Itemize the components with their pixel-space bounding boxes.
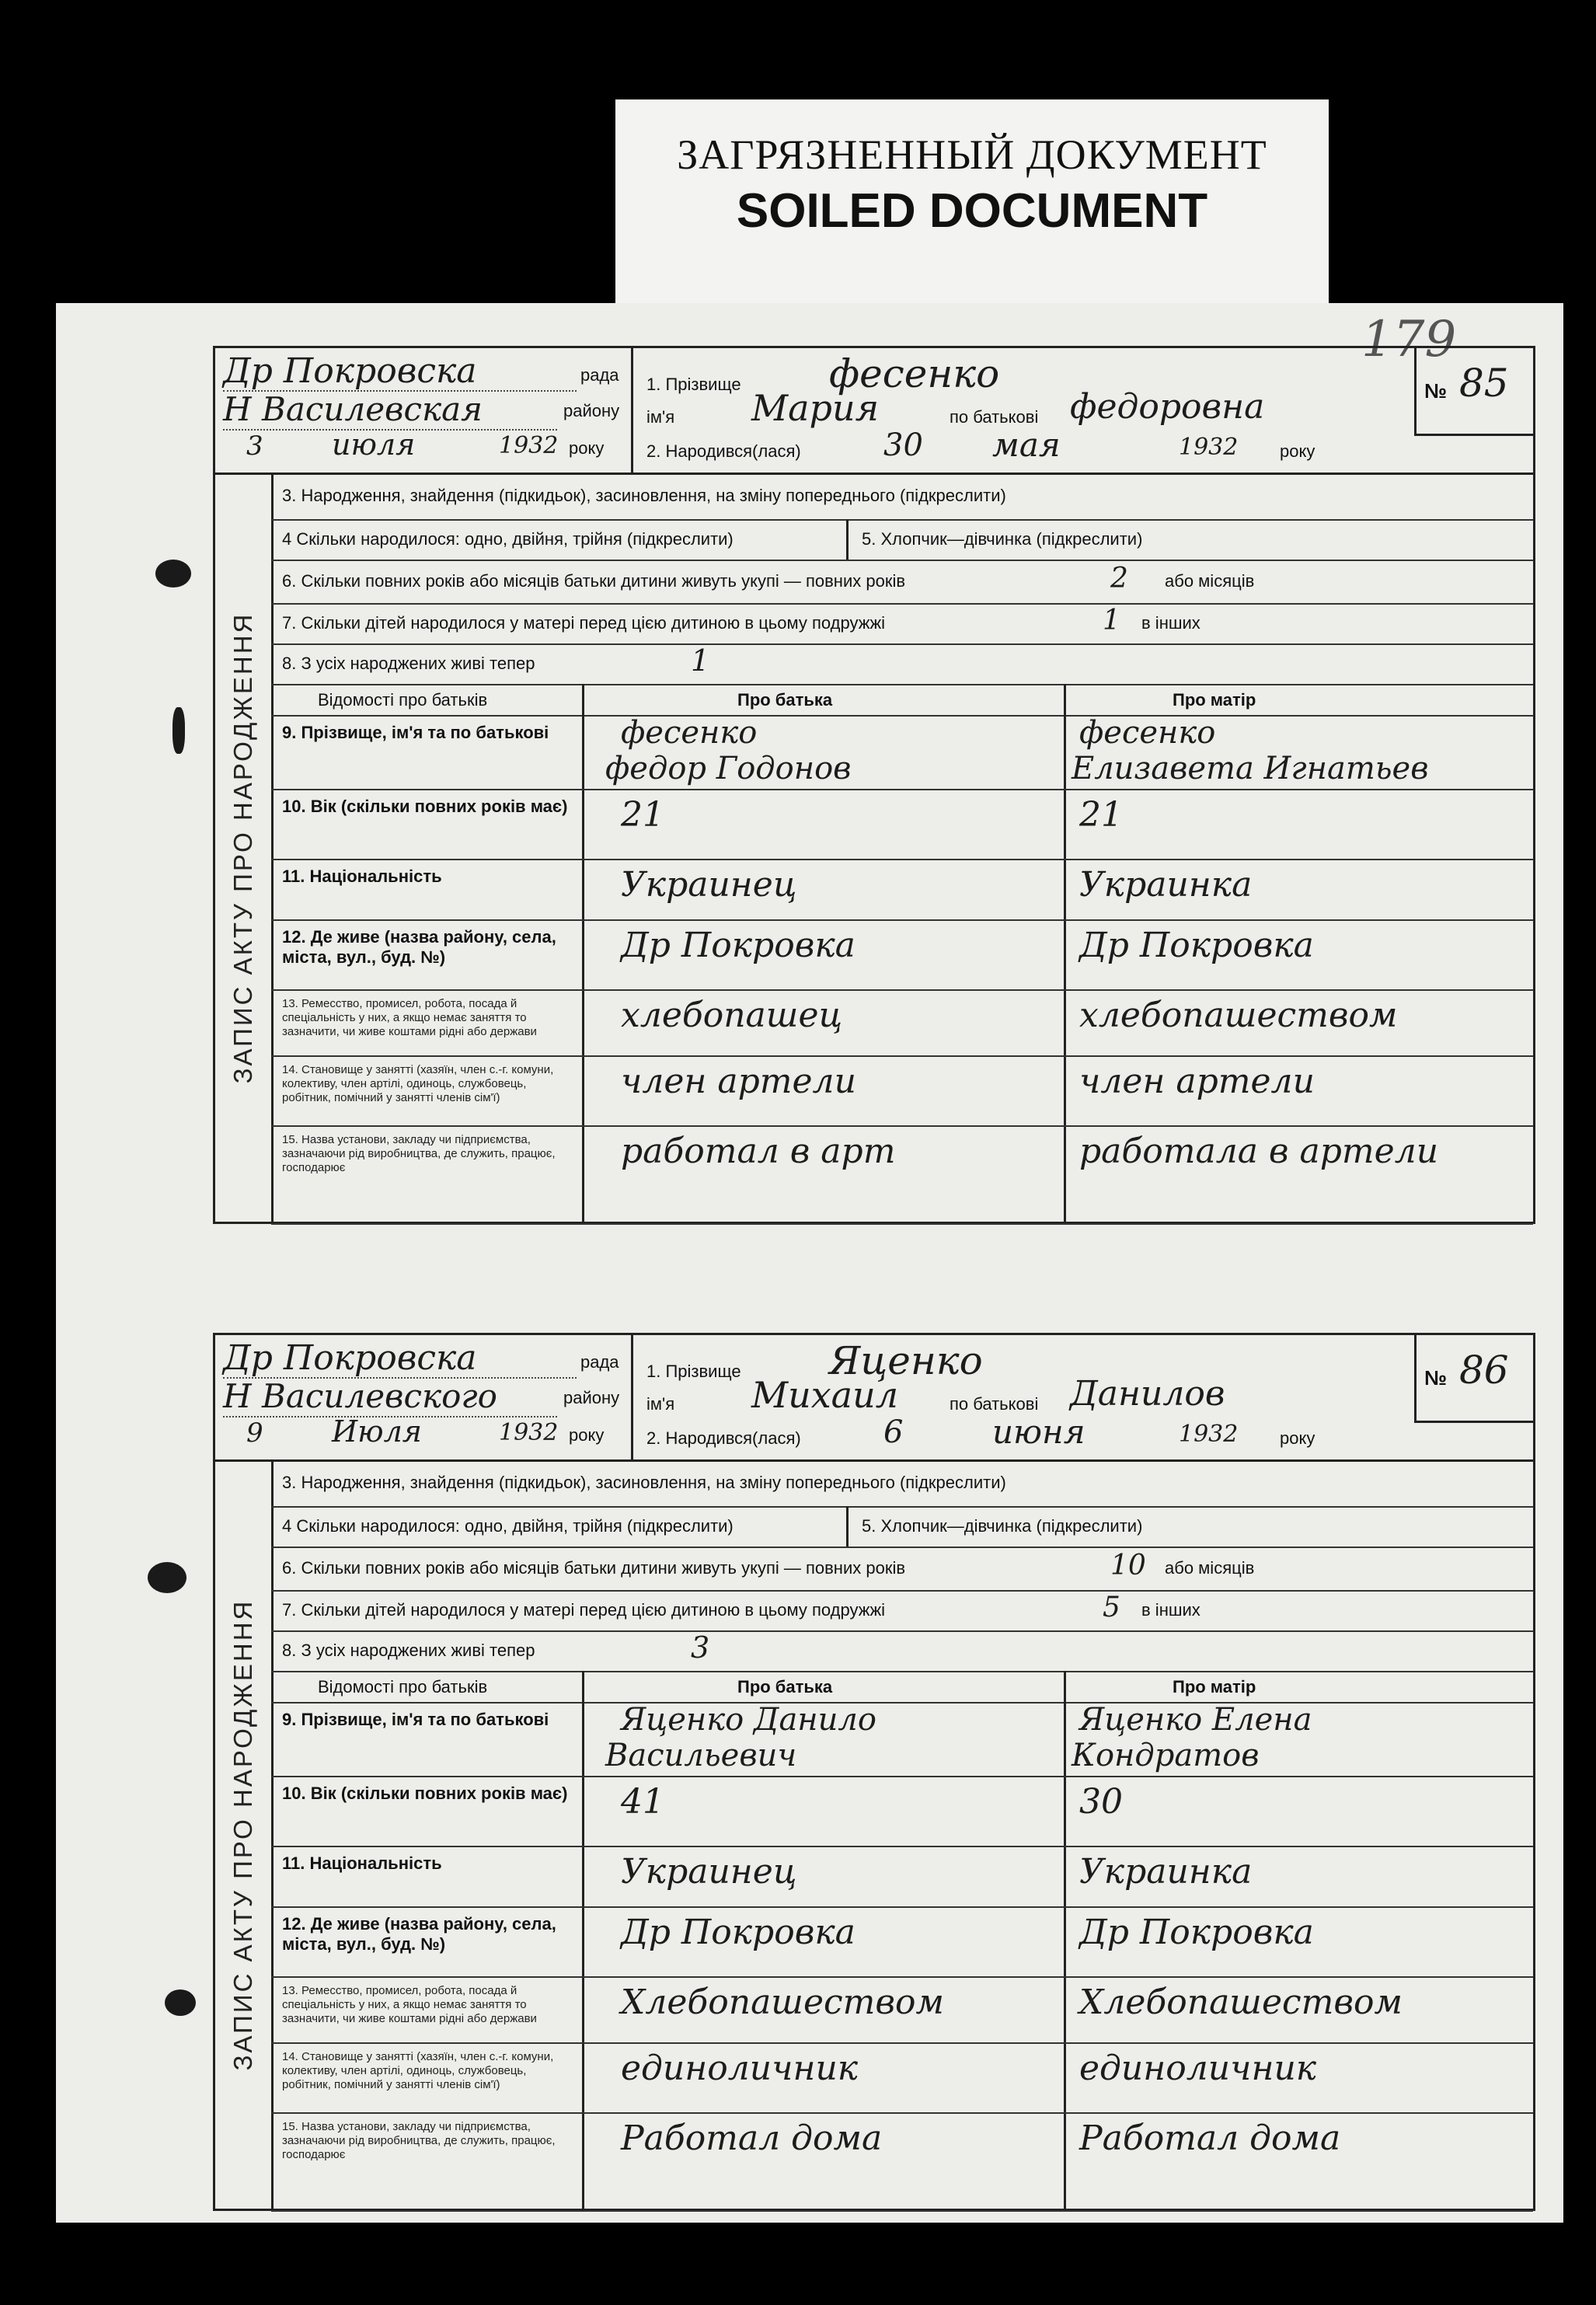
row-label-r9: 9. Прізвище, ім'я та по батькові	[282, 1710, 549, 1729]
number-label: №	[1424, 379, 1447, 403]
parent-row-r10	[271, 789, 1533, 860]
birth-month: июня	[992, 1413, 1085, 1451]
mother-residence: Др Покровка	[1079, 1913, 1314, 1952]
soiled-document-label	[615, 99, 1329, 303]
mother-name1: Яценко Елена	[1079, 1702, 1312, 1738]
children-alive: 3	[691, 1630, 710, 1665]
row-label-r10: 10. Вік (скільки повних років має)	[282, 1784, 568, 1803]
birth-year: 1932	[1179, 434, 1239, 461]
q4-text: 4 Скільки народилося: одно, двійня, трійня (підкреслити)	[282, 529, 734, 549]
years-together: 10	[1110, 1550, 1146, 1581]
row-label-r12: 12. Де живе (назва району, села, міста, вул., буд. №)	[282, 1914, 556, 1954]
father-age: 41	[621, 1782, 664, 1822]
father-status: единоличник	[621, 2049, 859, 2088]
parent-row-r13	[271, 989, 1533, 1057]
father-status: член артели	[621, 1062, 856, 1101]
row-label-r13: 13. Ремесство, промисел, робота, посада й спеціальність у них, а якщо немає заняття то зазначити, чи живе коштами рідні або держави	[282, 997, 537, 1038]
reg-day: 9	[246, 1418, 263, 1449]
father-header: Про батька	[737, 1677, 833, 1696]
years-together: 2	[1110, 563, 1128, 595]
father-workplace: Работал дома	[621, 2118, 883, 2158]
registry-office	[215, 348, 633, 473]
parent-row-r11	[271, 1846, 1533, 1908]
parent-row-r15	[271, 1125, 1533, 1225]
row-label-r15: 15. Назва установи, закладу чи підприємства, зазначаючи рід виробництва, де служить, працює, господарює	[282, 1133, 556, 1174]
father-residence: Др Покровка	[621, 1913, 855, 1952]
reg-month: Июля	[332, 1414, 422, 1449]
q5-text: 5. Хлопчик—дівчинка (підкреслити)	[862, 529, 1143, 549]
year-label: року	[1280, 441, 1315, 461]
ink-stain	[172, 707, 185, 754]
q6b-text: або місяців	[1165, 571, 1255, 591]
question-6-row	[271, 1547, 1533, 1592]
name-label: ім'я	[646, 1394, 675, 1414]
number-label: №	[1424, 1366, 1447, 1390]
record-body	[271, 1459, 1533, 2210]
father-name1: фесенко	[621, 715, 758, 751]
mother-workplace: работала в артели	[1079, 1132, 1439, 1171]
patronymic-label: по батькові	[950, 1394, 1039, 1414]
mother-age: 30	[1079, 1782, 1123, 1822]
info-header: Відомості про батьків	[318, 690, 488, 710]
q8-text: 8. З усіх народжених живі тепер	[282, 1641, 535, 1660]
question-7-row	[271, 603, 1533, 645]
parent-row-r14	[271, 2042, 1533, 2114]
child-patronymic: федоровна	[1070, 387, 1265, 427]
row-label-r13: 13. Ремесство, промисел, робота, посада й спеціальність у них, а якщо немає заняття то зазначити, чи живе коштами рідні або держави	[282, 1984, 537, 2025]
parents-header-row	[271, 684, 1533, 717]
record-number: 86	[1459, 1348, 1509, 1393]
name-label: ім'я	[646, 407, 675, 427]
child-name: Михаил	[751, 1374, 899, 1416]
info-header: Відомості про батьків	[318, 1677, 488, 1696]
mother-header: Про матір	[1173, 690, 1256, 710]
q3-text: 3. Народження, знайдення (підкидьок), засиновлення, на зміну попереднього (підкреслити)	[282, 1473, 1006, 1492]
father-age: 21	[621, 795, 664, 835]
father-nationality: Украинец	[621, 865, 797, 905]
mother-name2: Елизавета Игнатьев	[1072, 751, 1429, 786]
record-number-box	[1414, 1335, 1533, 1423]
children-before: 1	[1103, 605, 1120, 636]
mother-occupation: хлебопашеством	[1079, 996, 1398, 1035]
q5-text: 5. Хлопчик—дівчинка (підкреслити)	[862, 1516, 1143, 1536]
question-4-5-row	[271, 1506, 1533, 1548]
father-name1: Яценко Данило	[621, 1702, 876, 1738]
mother-name2: Кондратов	[1072, 1738, 1260, 1773]
parent-row-r9	[271, 1702, 1533, 1777]
reg-day: 3	[246, 431, 263, 462]
q3-text: 3. Народження, знайдення (підкидьок), засиновлення, на зміну попереднього (підкреслити)	[282, 486, 1006, 505]
parent-row-r14	[271, 1055, 1533, 1127]
mother-status: единоличник	[1079, 2049, 1317, 2088]
row-label-r10: 10. Вік (скільки повних років має)	[282, 797, 568, 816]
reg-year: 1932	[499, 432, 559, 459]
rayon-name: Н Василевская	[223, 390, 483, 428]
registry-office	[215, 1335, 633, 1459]
child-surname: фесенко	[829, 351, 1000, 396]
divider	[846, 1506, 849, 1547]
father-name2: Васильевич	[605, 1738, 797, 1773]
father-occupation: Хлебопашеством	[621, 1982, 944, 2022]
children-before: 5	[1103, 1592, 1120, 1623]
year-label: року	[1280, 1428, 1315, 1448]
birth-day: 6	[883, 1414, 904, 1450]
father-nationality: Украинец	[621, 1852, 797, 1892]
row-label-r15: 15. Назва установи, закладу чи підприємства, зазначаючи рід виробництва, де служить, працює, господарює	[282, 2120, 556, 2161]
birth-record	[213, 346, 1535, 1224]
q7b-text: в інших	[1141, 1600, 1200, 1620]
father-header: Про батька	[737, 690, 833, 710]
mother-age: 21	[1079, 795, 1123, 835]
record-header	[215, 1335, 1533, 1462]
birth-month: мая	[992, 426, 1061, 464]
children-alive: 1	[691, 643, 710, 678]
father-occupation: хлебопашец	[621, 996, 843, 1035]
ink-stain	[165, 1989, 196, 2016]
record-number-box	[1414, 348, 1533, 436]
father-workplace: работал в арт	[621, 1132, 896, 1171]
child-name: Мария	[751, 387, 880, 429]
mother-workplace: Работал дома	[1079, 2118, 1341, 2158]
parent-row-r10	[271, 1776, 1533, 1847]
parent-row-r13	[271, 1976, 1533, 2044]
father-name2: федор Годонов	[605, 751, 852, 786]
q7-text: 7. Скільки дітей народилося у матері перед цією дитиною в цьому подружжі	[282, 1600, 886, 1620]
q4-text: 4 Скільки народилося: одно, двійня, трійня (підкреслити)	[282, 1516, 734, 1536]
row-label-r14: 14. Становище у занятті (хазяїн, член с.-г. комуни, колективу, член артілі, одиноць, службовець, робітник, помічний у занятті членів сім'ї)	[282, 1063, 554, 1104]
birth-year: 1932	[1179, 1421, 1239, 1448]
mother-name1: фесенко	[1079, 715, 1216, 751]
patronymic-label: по батькові	[950, 407, 1039, 427]
mother-status: член артели	[1079, 1062, 1315, 1101]
question-8-row	[271, 643, 1533, 685]
birth-day: 30	[883, 427, 923, 463]
surname-label: 1. Прізвище	[646, 1362, 741, 1381]
rada-label: рада	[580, 365, 619, 385]
side-title: ЗАПИС АКТУ ПРО НАРОДЖЕННЯ	[228, 612, 257, 1084]
parent-row-r11	[271, 859, 1533, 921]
reg-year: 1932	[499, 1419, 559, 1446]
question-4-5-row	[271, 519, 1533, 561]
record-header	[215, 348, 1533, 475]
row-label-r12: 12. Де живе (назва району, села, міста, вул., буд. №)	[282, 927, 556, 967]
question-6-row	[271, 560, 1533, 605]
q6-text: 6. Скільки повних років або місяців батьки дитини живуть укупі — повних років	[282, 571, 906, 591]
question-3-row	[271, 473, 1533, 521]
child-surname: Яценко	[829, 1338, 983, 1383]
question-7-row	[271, 1590, 1533, 1632]
surname-label: 1. Прізвище	[646, 375, 741, 394]
row-label-r9: 9. Прізвище, ім'я та по батькові	[282, 723, 549, 742]
question-3-row	[271, 1459, 1533, 1508]
ink-stain	[148, 1562, 186, 1593]
side-title: ЗАПИС АКТУ ПРО НАРОДЖЕННЯ	[228, 1599, 257, 2071]
rayon-label: району	[563, 1388, 620, 1407]
q7-text: 7. Скільки дітей народилося у матері перед цією дитиною в цьому подружжі	[282, 613, 886, 633]
label-english: SOILED DOCUMENT	[736, 184, 1208, 238]
label-russian: ЗАГРЯЗНЕННЫЙ ДОКУМЕНТ	[677, 131, 1267, 178]
row-label-r11: 11. Національність	[282, 1853, 442, 1873]
rayon-label: району	[563, 401, 620, 420]
parents-header-row	[271, 1671, 1533, 1703]
reg-month: июля	[332, 427, 416, 462]
rada-name: Др Покровска	[223, 351, 477, 391]
record-body	[271, 473, 1533, 1223]
row-label-r14: 14. Становище у занятті (хазяїн, член с.-г. комуни, колективу, член артілі, одиноць, службовець, робітник, помічний у занятті членів сім'ї)	[282, 2050, 554, 2091]
parent-row-r12	[271, 919, 1533, 991]
q6b-text: або місяців	[1165, 1558, 1255, 1578]
q6-text: 6. Скільки повних років або місяців батьки дитини живуть укупі — повних років	[282, 1558, 906, 1578]
sheet-number: 179	[1361, 311, 1457, 368]
mother-nationality: Украинка	[1079, 865, 1253, 905]
question-8-row	[271, 1630, 1533, 1672]
side-title-column	[215, 473, 274, 1223]
q7b-text: в інших	[1141, 613, 1200, 633]
divider	[846, 519, 849, 560]
parent-row-r15	[271, 2112, 1533, 2212]
birth-record	[213, 1333, 1535, 2211]
parent-row-r9	[271, 715, 1533, 790]
parent-row-r12	[271, 1906, 1533, 1978]
born-label: 2. Народився(лася)	[646, 441, 801, 461]
mother-header: Про матір	[1173, 1677, 1256, 1696]
mother-nationality: Украинка	[1079, 1852, 1253, 1892]
year-label: року	[569, 1425, 605, 1445]
born-label: 2. Народився(лася)	[646, 1428, 801, 1448]
ink-stain	[155, 560, 191, 588]
mother-occupation: Хлебопашеством	[1079, 1982, 1403, 2022]
father-residence: Др Покровка	[621, 926, 855, 965]
side-title-column	[215, 1459, 274, 2210]
child-patronymic: Данилов	[1070, 1374, 1225, 1414]
q8-text: 8. З усіх народжених живі тепер	[282, 654, 535, 673]
record-number: 85	[1459, 361, 1509, 406]
rayon-name: Н Василевского	[223, 1377, 497, 1415]
year-label: року	[569, 438, 605, 458]
rada-name: Др Покровска	[223, 1338, 477, 1378]
mother-residence: Др Покровка	[1079, 926, 1314, 965]
row-label-r11: 11. Національність	[282, 867, 442, 886]
rada-label: рада	[580, 1352, 619, 1372]
